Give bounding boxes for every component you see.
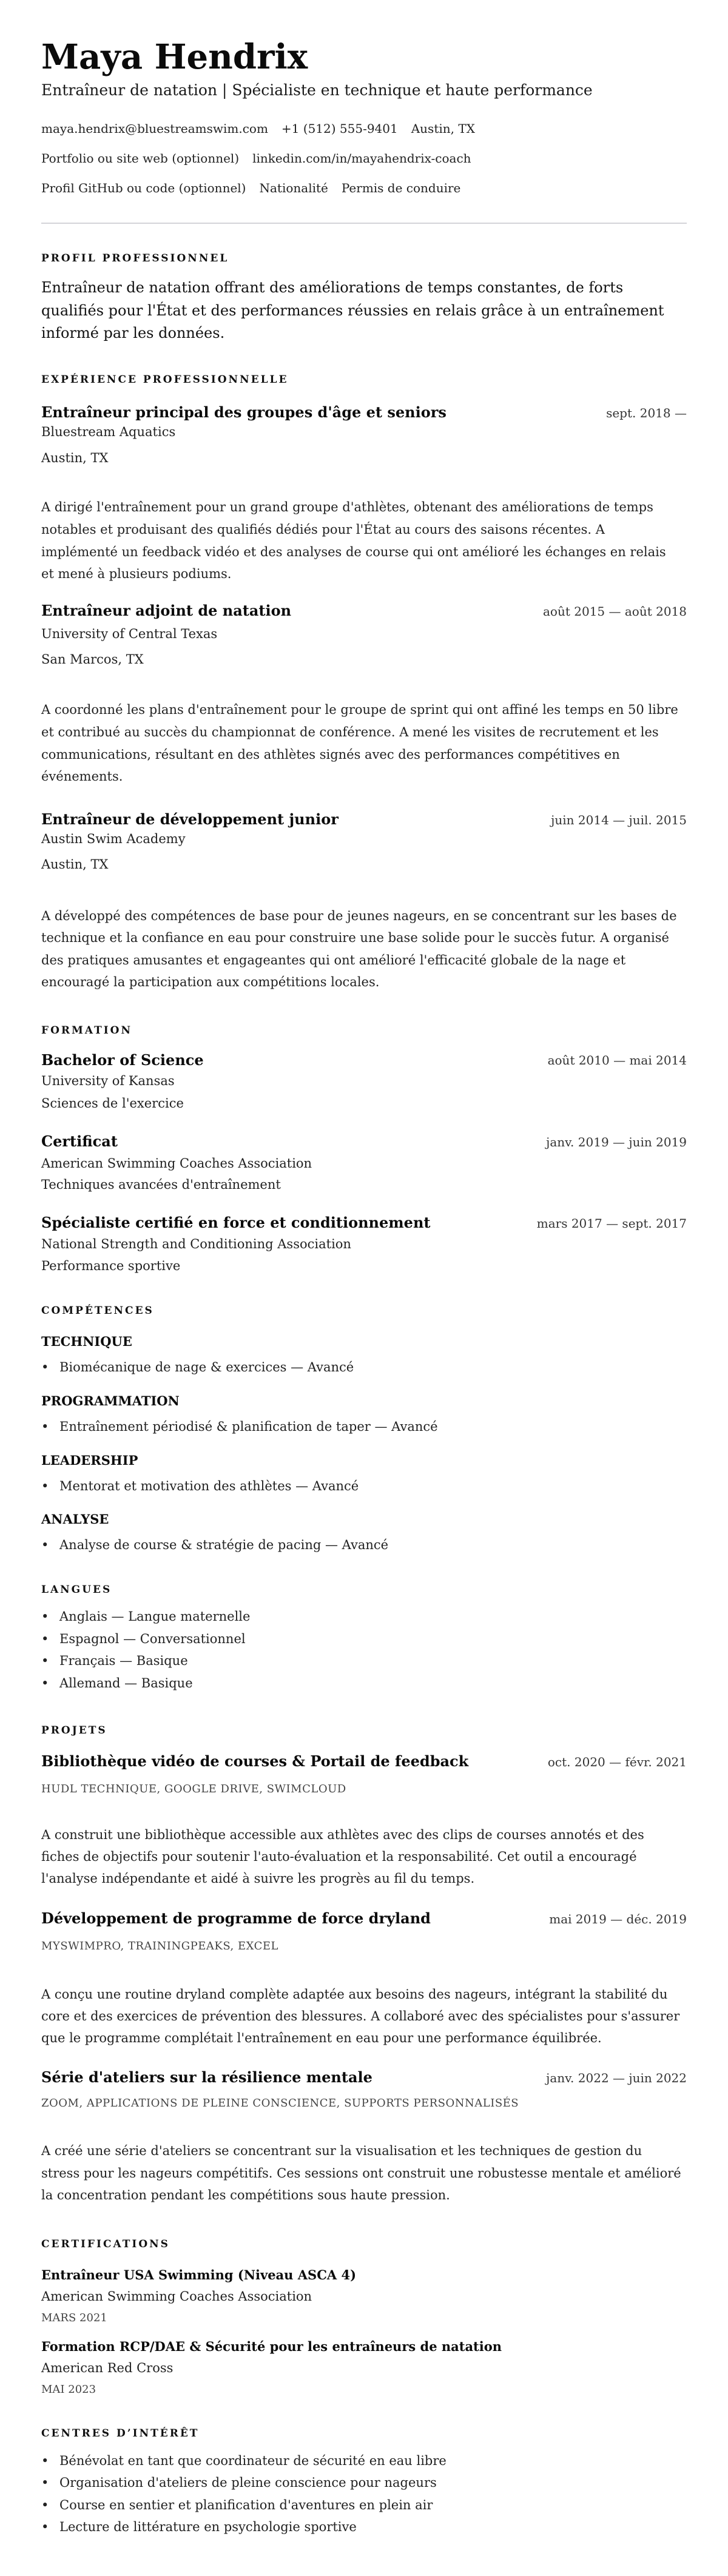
bullet-icon: •	[41, 2453, 49, 2468]
job-description-line: technique et la confiance en eau pour construire une base solide pour le succès futur. A organisé	[41, 930, 669, 945]
summary-line: Entraîneur de natation offrant des améliorations de temps constantes, de forts	[41, 279, 624, 296]
project-description-line: que le programme complétait l'entraînement en eau pour une performance équilibrée.	[41, 2031, 602, 2045]
email-link[interactable]: maya.hendrix@bluestreamswim.com	[41, 121, 268, 136]
section-heading-certifications: CERTIFICATIONS	[41, 2238, 170, 2250]
candidate-name: Maya Hendrix	[41, 37, 308, 77]
skill-group-title: ANALYSE	[41, 1512, 109, 1527]
section-heading-experience: EXPÉRIENCE PROFESSIONNELLE	[41, 374, 289, 386]
job-description-line: A coordonné les plans d'entraînement pour le groupe de sprint qui ont affiné les temps en 50 libre	[41, 702, 678, 717]
bullet-icon: •	[41, 1360, 49, 1374]
bullet-icon: •	[41, 1538, 49, 1552]
job-description-line: implémenté un feedback vidéo et des analyses de course qui ont amélioré les échanges en relais	[41, 545, 666, 559]
certification-date: MAI 2023	[41, 2383, 96, 2396]
job-dates: sept. 2018 —	[606, 406, 687, 420]
language-item: • Français — Basique	[41, 1653, 188, 1668]
language-item: • Anglais — Langue maternelle	[41, 1609, 251, 1624]
project-title: Développement de programme de force dryland	[41, 1909, 431, 1927]
skill-item: • Mentorat et motivation des athlètes — Avancé	[41, 1479, 359, 1493]
education-school: National Strength and Conditioning Association	[41, 1237, 351, 1251]
candidate-title: Entraîneur de natation | Spécialiste en technique et haute performance	[41, 81, 593, 99]
location-text: Austin, TX	[411, 121, 475, 136]
job-description-line: A développé des compétences de base pour de jeunes nageurs, en se concentrant sur les bases de	[41, 909, 677, 923]
section-heading-summary: PROFIL PROFESSIONNEL	[41, 252, 229, 264]
phone-link[interactable]: +1 (512) 555-9401	[281, 121, 398, 136]
education-field: Sciences de l'exercice	[41, 1096, 184, 1111]
project-tech: HUDL TECHNIQUE, GOOGLE DRIVE, SWIMCLOUD	[41, 1783, 346, 1795]
certification-issuer: American Red Cross	[41, 2361, 174, 2375]
bullet-icon: •	[41, 1479, 49, 1493]
job-description-line: communications, résultant en des athlètes signés avec des performances compétitives en	[41, 747, 620, 762]
education-school: University of Kansas	[41, 1074, 175, 1088]
education-field: Performance sportive	[41, 1259, 181, 1273]
project-description-line: la concentration pendant les compétitions sous haute pression.	[41, 2188, 450, 2202]
contact-row-1	[41, 123, 475, 135]
project-description-line: fiches de objectifs pour soutenir l'auto-évaluation et la responsabilité. Cet outil a encouragé	[41, 1849, 637, 1864]
skill-group-title: PROGRAMMATION	[41, 1393, 180, 1408]
project-tech: ZOOM, APPLICATIONS DE PLEINE CONSCIENCE, SUPPORTS PERSONNALISÉS	[41, 2097, 519, 2110]
job-description-line: des pratiques amusantes et engageantes qui ont amélioré l'efficacité globale de la nage et	[41, 953, 626, 967]
interest-item: • Course en sentier et planification d'aventures en plein air	[41, 2498, 433, 2512]
project-description-line: A créé une série d'ateliers se concentrant sur la visualisation et les techniques de gestion du	[41, 2144, 642, 2158]
header-divider	[41, 223, 687, 224]
skill-item: • Analyse de course & stratégie de pacing — Avancé	[41, 1538, 389, 1552]
education-dates: mars 2017 — sept. 2017	[536, 1216, 687, 1231]
job-description-line: événements.	[41, 769, 123, 784]
section-heading-education: FORMATION	[41, 1024, 133, 1037]
job-description-line: notables et produisant des qualifiés dédiés pour l'État au cours des saisons récentes. A	[41, 522, 605, 537]
bullet-icon: •	[41, 1632, 49, 1646]
project-description-line: core et des exercices de prévention des blessures. A collaboré avec des spécialistes pour s'assurer	[41, 2009, 680, 2023]
job-company: University of Central Texas	[41, 627, 218, 641]
section-heading-skills: COMPÉTENCES	[41, 1305, 154, 1317]
language-item: • Espagnol — Conversationnel	[41, 1632, 246, 1646]
job-company: Austin Swim Academy	[41, 832, 186, 846]
education-title: Spécialiste certifié en force et conditionnement	[41, 1214, 431, 1231]
job-description-line: et mené à plusieurs podiums.	[41, 567, 232, 581]
project-dates: janv. 2022 — juin 2022	[546, 2071, 687, 2085]
linkedin-link[interactable]: linkedin.com/in/mayahendrix-coach	[252, 151, 471, 166]
project-tech: MYSWIMPRO, TRAININGPEAKS, EXCEL	[41, 1940, 278, 1952]
bullet-icon: •	[41, 1653, 49, 1668]
bullet-icon: •	[41, 1609, 49, 1624]
job-description-line: et contribué au succès du championnat de conférence. A mené les visites de recrutement et les	[41, 725, 659, 739]
github-link[interactable]: Profil GitHub ou code (optionnel)	[41, 181, 246, 195]
job-dates: août 2015 — août 2018	[543, 604, 687, 619]
education-dates: août 2010 — mai 2014	[547, 1053, 687, 1068]
section-heading-interests: CENTRES D’INTÉRÊT	[41, 2427, 200, 2440]
education-title: Certificat	[41, 1132, 118, 1150]
education-dates: janv. 2019 — juin 2019	[546, 1135, 687, 1149]
job-company: Bluestream Aquatics	[41, 425, 176, 439]
project-description-line: A construit une bibliothèque accessible aux athlètes avec des clips de courses annotés et des	[41, 1828, 644, 1842]
certification-title: Entraîneur USA Swimming (Niveau ASCA 4)	[41, 2267, 357, 2282]
bullet-icon: •	[41, 1419, 49, 1434]
job-location: Austin, TX	[41, 857, 109, 872]
interest-item: • Bénévolat en tant que coordinateur de sécurité en eau libre	[41, 2453, 447, 2468]
project-description-line: A conçu une routine dryland complète adaptée aux besoins des nageurs, intégrant la stabilité du	[41, 1987, 668, 2002]
interest-item: • Lecture de littérature en psychologie sportive	[41, 2520, 357, 2534]
project-title: Série d'ateliers sur la résilience mentale	[41, 2068, 372, 2086]
bullet-icon: •	[41, 2520, 49, 2534]
summary-line: informé par les données.	[41, 325, 225, 341]
education-title: Bachelor of Science	[41, 1051, 204, 1069]
certification-title: Formation RCP/DAE & Sécurité pour les entraîneurs de natation	[41, 2339, 502, 2354]
job-location: Austin, TX	[41, 451, 109, 465]
job-description-line: A dirigé l'entraînement pour un grand groupe d'athlètes, obtenant des améliorations de temps	[41, 500, 653, 514]
portfolio-link[interactable]: Portfolio ou site web (optionnel)	[41, 151, 240, 166]
bullet-icon: •	[41, 1676, 49, 1690]
job-title: Entraîneur de développement junior	[41, 810, 339, 828]
skill-group-title: TECHNIQUE	[41, 1334, 132, 1349]
section-heading-projects: PROJETS	[41, 1724, 107, 1737]
bullet-icon: •	[41, 2498, 49, 2512]
language-item: • Allemand — Basique	[41, 1676, 193, 1690]
certification-date: MARS 2021	[41, 2312, 107, 2324]
section-heading-languages: LANGUES	[41, 1584, 112, 1596]
job-description-line: encouragé la participation aux compétitions locales.	[41, 975, 380, 989]
nationality-text: Nationalité	[259, 181, 328, 195]
job-location: San Marcos, TX	[41, 652, 144, 667]
contact-row-3	[41, 182, 460, 194]
summary-line: qualifiés pour l'État et des performances réussies en relais grâce à un entraînement	[41, 302, 664, 319]
job-dates: juin 2014 — juil. 2015	[551, 813, 687, 827]
bullet-icon: •	[41, 2475, 49, 2490]
skill-group-title: LEADERSHIP	[41, 1453, 138, 1468]
skill-item: • Biomécanique de nage & exercices — Avancé	[41, 1360, 354, 1374]
project-dates: oct. 2020 — févr. 2021	[547, 1755, 687, 1769]
education-field: Techniques avancées d'entraînement	[41, 1177, 281, 1192]
skill-item: • Entraînement périodisé & planification de taper — Avancé	[41, 1419, 438, 1434]
education-school: American Swimming Coaches Association	[41, 1156, 312, 1171]
certification-issuer: American Swimming Coaches Association	[41, 2289, 312, 2304]
job-title: Entraîneur principal des groupes d'âge et seniors	[41, 403, 447, 421]
project-description-line: stress pour les nageurs compétitifs. Ces sessions ont construit une robustesse mentale et amélioré	[41, 2166, 681, 2181]
project-title: Bibliothèque vidéo de courses & Portail de feedback	[41, 1752, 469, 1770]
job-title: Entraîneur adjoint de natation	[41, 602, 292, 619]
driving-license-text: Permis de conduire	[341, 181, 461, 195]
contact-row-2	[41, 152, 471, 164]
project-description-line: l'analyse indépendante et aidé à suivre les progrès au fil du temps.	[41, 1871, 475, 1886]
project-dates: mai 2019 — déc. 2019	[549, 1912, 687, 1926]
interest-item: • Organisation d'ateliers de pleine conscience pour nageurs	[41, 2475, 437, 2490]
